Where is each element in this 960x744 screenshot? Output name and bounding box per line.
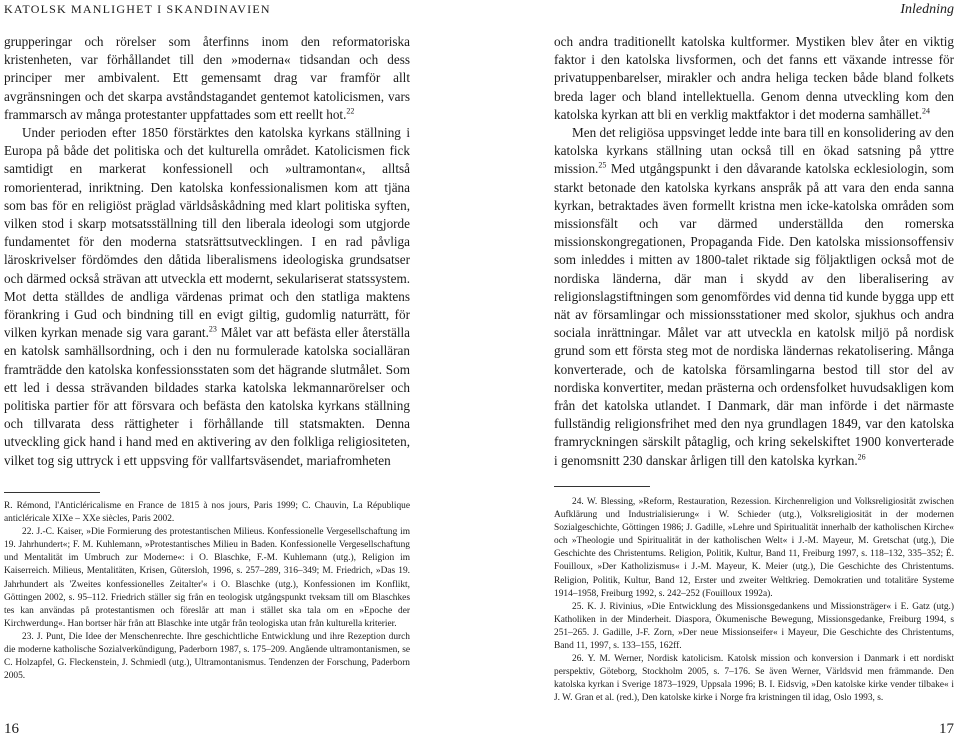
footnote-ref[interactable]: 22 xyxy=(346,106,355,116)
paragraph-2: Men det religiösa uppsvinget ledde inte bara till en konsolidering av den katolska kyrkans ställning utan också till en ökad satsning på yttre mission.$^{25}$ Med utgångspunkt i den dåvarande katolska ecklesiologin, som starkt betonade den katolska kyrkans anspråk på att vara den enda sanna kyrkan, betraktades även formellt kristna men icke-katolska områden som missionsfält och var därmed underställda den romerska missionskongregationen, Propaganda Fide. Den katolska missionsoffensiv som inleddes i mitten av 1800-talet riktade sig följaktligen också mot de nordiska länderna, där man i skydd av den liberalisering av religionslagstiftningen som genomfördes vid denna tid kunde bygga upp ett nät av församlingar och missionsstationer med skolor, sjukhus och andra sociala inrättningar. Målet var att utveckla en katolsk miljö på nordisk grund som ett första steg mot de nordiska ländernas rekatolisering. Många konverterade, och de katolska församlingarna bestod till stor del av nordiska konvertiter, medan prästerna och ordensfolket huvudsakligen kom från det katolska utlandet. I Danmark, där man införde i det närmaste fullständig religionsfrihet med den nya grundlagen 1849, var den katolska framryckningen särskilt påtaglig, och kring sekelskiftet 1900 konverterade i genomsnitt 230 danskar årligen till den katolska kyrkan.$^{26}$ xyxy=(554,125,954,468)
footnotes xyxy=(4,500,410,683)
right-page xyxy=(480,0,960,744)
footnote: 24. W. Blessing, »Reform, Restauration, Rezession. Kirchenreligion und Volksreligiosität zwischen Aufklärung und Industrialisierung« i W. Schieder (utg.), Volksreligiosität in der modernen Sozialgeschichte, Göttingen 1986; J. Gadille, »Lehre und Spiritualität innerhalb der katholischen Kirche« och »Theologie und Spiritualität in der katholischen Welt« i J.-M. Mayeur, M. Gretschat (utg.), Die Geschichte des Christentums. Religion, Politik, Kultur, Band 11, Freiburg 1997, s. 118–132, 335–352; É. Fouilloux, »Der Katholizismus« i J.-M. Mayeur, K. Meier (utg.), Die Geschichte des Christentums. Religion, Politik, Kultur, Band 12, Erster und zweiter Weltkrieg. Demokratien und totalitäre Systeme 1914–1958, Freiburg 1992, s. 242–252 (Fouilloux 1992a). xyxy=(554,497,954,599)
footnotes xyxy=(554,496,954,706)
body-text xyxy=(554,33,954,470)
running-header: KATOLSK MANLIGHET I SKANDINAVIEN xyxy=(4,2,271,16)
paragraph-1: och andra traditionellt katolska kultformer. Mystiken blev åter en viktig faktor i den katolska livsformen, och det fanns ett växande intresse för privatuppenbarelser, mirakler och andra heliga tecken både bland folkets breda lager och bland intellektuella. Genom denna utveckling kom den katolska kyrkan att bli en verklig maktfaktor i det moderna samhället.$^{24}$ xyxy=(554,34,954,122)
paragraph-2: Under perioden efter 1850 förstärktes den katolska kyrkans ställning i Europa på både det politiska och det kulturella området. Katolicismen fick samtidigt en markerat konfessionell och »ultramontan«, alltså romorienterad, inriktning. Den katolska konfessionalismen kom att tjäna som bas för en religiöst präglad världsåskådning med klart politiska syften, vilken stod i skarp motsatsställning till den liberala ideologi som utgjorde fundamentet för den moderna statsrättsutvecklingen. I en rad påvliga läroskrivelser fördömdes den dåtida liberalismens ideologiska grundsatser och därmed också strävan att utveckla ett modernt, sekulariserat statssystem. Mot detta ställdes de andliga värdenas primat och den statliga maktens förankring i Gud och bindning till en evigt giltig, gudomlig naturrätt, för vilken kyrkan menade sig vara garant.$^{23}$ Målet var att befästa eller återställa en katolsk samhällsordning, och i den nu formulerade katolska socialläran framträdde den katolska konfessionsstaten som det hägrande slutmålet. Som ett led i dessa strävanden bildades starka katolska lekmannarörelser och politiska partier för att försvara och befästa den katolska kyrkans ställning och tillvarata dess rättigheter i förhållande till statsmakten. Denna utveckling gick hand i hand med en aktivering av den folkliga religiositeten, vilket tog sig uttryck i ett uppsving för vallfartsväsendet, mariafromheten xyxy=(4,125,411,468)
footnote: 22. J.-C. Kaiser, »Die Formierung des protestantischen Milieus. Konfessionelle Vergesellschaftung im 19. Jahrhundert«; F. M. Kuhlemann, »Protestantisches Milieu in Baden. Konfessionelle Vergesellschaftung und Mentalität im Umbruch zur Moderne«: i O. Blaschke, F.-M. Kuhlemann (utg.), Religion im Kaiserreich. Milieus, Mentalitäten, Krisen, Gütersloh, 1996, s. 257–289, 316–349; M. Friedrich, »Das 19. Jahrhundert als 'Zweites konfessionelles Zeitalter'« i O. Blaschke (utg.), Konfessionen im Konflikt, Göttingen 2002, s. 95–112. Friedrich ställer sig från en teologisk utgångspunkt tveksam till om Blaschkes tes kan användas på protestantismen och föreslår att man i stället ska tala om en »Epoche der Kirchwerdung«. Han bortser här från att Blaschke inte utgår från teologiska utan från kulturella kriterier. xyxy=(4,527,410,629)
footnote: 23. J. Punt, Die Idee der Menschenrechte. Ihre geschichtliche Entwicklung und ihre Rezeption durch die moderne katholische Sozialverkündigung, Paderborn 1987, s. 175–209. Angående ultramontanismen, se C. Holzapfel, G. Fleckenstein, J. Schmiedl (utg.), Ultramontanismus. Tendenzen der Forschung, Paderborn 2005. xyxy=(4,631,410,682)
footnote: R. Rémond, l'Anticléricalisme en France de 1815 à nos jours, Paris 1999; C. Chauvin, La République anticléricale XIXe – XXe siècles, Paris 2002. xyxy=(4,501,410,525)
footnote-rule xyxy=(4,492,100,493)
footnote-ref[interactable]: 24 xyxy=(922,106,931,116)
page-number: 16 xyxy=(4,721,19,737)
footnote-ref[interactable]: 25 xyxy=(598,161,607,171)
body-text xyxy=(4,33,410,470)
footnote: 25. K. J. Rivinius, »Die Entwicklung des Missionsgedankens und Missionsträger« i E. Gatz (utg.) Katholiken in der Minderheit. Diaspora, Ökumenische Bewegung, Missionsgedanke, Freiburg 1994, s 251–265. J. Gadille, J-F. Zorn, »Der neue Missionseifer« i Mayeur, Die Geschichte des Christentums, Band 11, 1997, s. 133–155, 162ff. xyxy=(554,601,954,652)
footnote-ref[interactable]: 26 xyxy=(857,452,866,462)
footnote-rule xyxy=(554,486,650,487)
paragraph-1: grupperingar och rörelser som återfinns inom den reformatoriska kristenheten, var förhållandet till den »moderna« tidsandan och dess principer mer ambivalent. Ett gemensamt drag var framför allt avgränsningen och det skarpa avståndstagandet gentemot katolicismen, vars frammarsch av många protestanter uppfattades som ett reellt hot.$^{22}$ xyxy=(4,34,410,122)
footnote-ref[interactable]: 23 xyxy=(208,324,217,334)
footnote: 26. Y. M. Werner, Nordisk katolicism. Katolsk mission och konversion i Danmark i ett nordiskt perspektiv, Göteborg, Stockholm 2005, s. 7–176. Se även Werner, Världsvid men främmande. Den katolska kyrkan i Sverige 1873–1929, Uppsala 1996; B. I. Eidsvig, »Den katolske kirke vender tilbake« i J. W. Gran et al. (red.), Den katolske kirke i Norge fra kristningen til idag, Oslo 1993, s. xyxy=(554,654,954,704)
running-header: Inledning xyxy=(900,2,954,17)
page-number: 17 xyxy=(939,721,954,737)
